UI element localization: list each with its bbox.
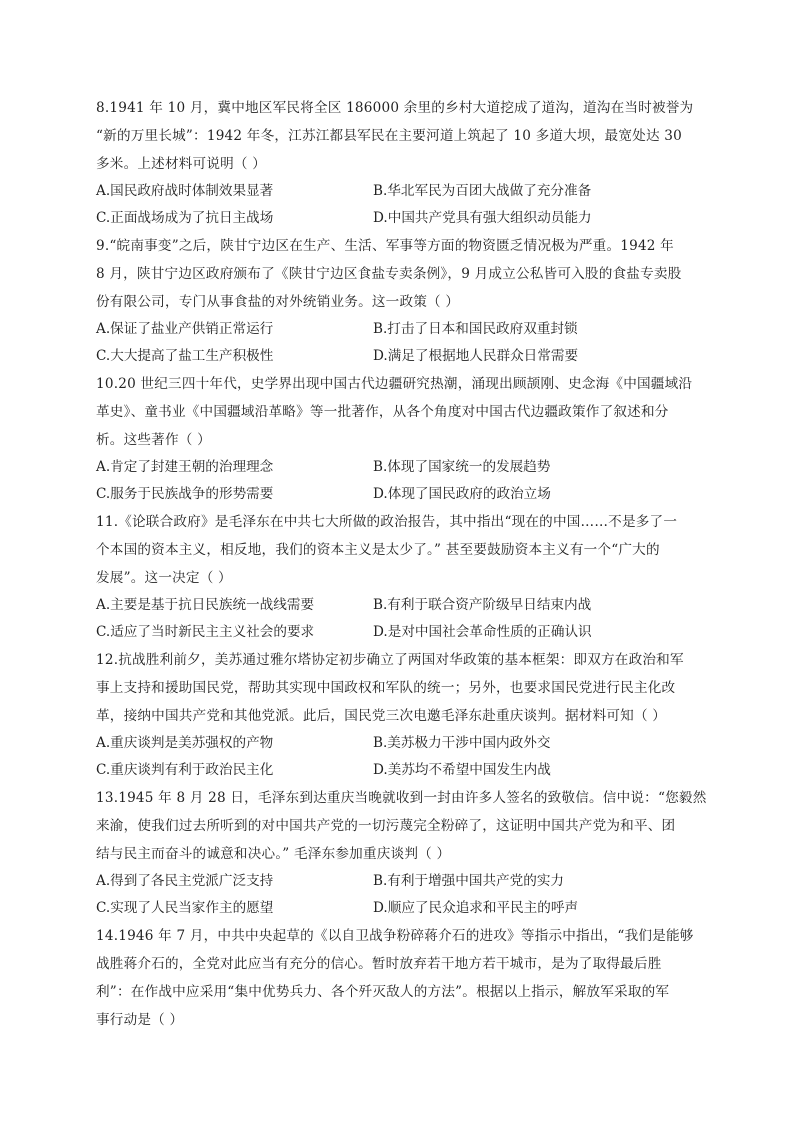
option-a: A.得到了各民主党派广泛支持 — [96, 873, 274, 889]
question-stem-line: 革史》、童书业《中国疆域沿革略》等一批著作，从各个角度对中国古代边疆政策作了叙述和分 — [96, 404, 669, 420]
question-stem-line: “新的万里长城”：1942 年冬，江苏江都县军民在主要河道上筑起了 10 多道大坝，最宽处达 30 — [96, 128, 682, 144]
question-stem-line: 11.《论联合政府》是毛泽东在中共七大所做的政治报告，其中指出“现在的中国……不是多了一 — [96, 514, 678, 530]
option-c: C.实现了人民当家作主的愿望 — [96, 900, 274, 916]
question-stem-line: 革，接纳中国共产党和其他党派。此后，国民党三次电邀毛泽东赴重庆谈判。据材料可知（ ） — [96, 708, 667, 724]
option-d: D.是对中国社会革命性质的正确认识 — [373, 624, 592, 640]
options-row — [96, 619, 700, 646]
question-stem-line: 发展”。这一决定（ ） — [96, 570, 232, 586]
option-c: C.重庆谈判有利于政治民主化 — [96, 762, 274, 778]
options-row — [96, 757, 700, 784]
options-row — [96, 730, 700, 757]
exam-page — [96, 94, 707, 1034]
option-b: B.有利于增强中国共产党的实力 — [373, 873, 565, 889]
question-stem-line: 多米。上述材料可说明（ ） — [96, 156, 267, 172]
option-c: C.服务于民族战争的形势需要 — [96, 486, 274, 502]
options-row — [96, 481, 700, 508]
question-stem-line: 事上支持和援助国民党，帮助其实现中国政权和军队的统一；另外，也要求国民党进行民主化改 — [96, 680, 676, 696]
question-stem-line: 14.1946 年 7 月，中共中央起草的《以自卫战争粉碎蒋介石的进攻》等指示中指出，“我们是能够 — [96, 928, 694, 944]
question-stem-line: 事行动是（ ） — [96, 1012, 184, 1028]
option-a: A.主要是基于抗日民族统一战线需要 — [96, 597, 315, 613]
option-a: A.国民政府战时体制效果显著 — [96, 183, 274, 199]
question-stem-line: 13.1945 年 8 月 28 日，毛泽东到达重庆当晚就收到一封由许多人签名的致敬信。信中说：“您毅然 — [96, 790, 707, 806]
option-d: D.满足了根据地人民群众日常需要 — [373, 348, 579, 364]
option-d: D.中国共产党具有强大组织动员能力 — [373, 210, 592, 226]
question-14 — [96, 922, 700, 1034]
options-row — [96, 592, 700, 619]
question-stem-line: 利”：在作战中应采用“集中优势兵力、各个歼灭敌人的方法”。根据以上指示，解放军采取的军 — [96, 984, 670, 1000]
question-stem-line: 10.20 世纪三四十年代，史学界出现中国古代边疆研究热潮，涌现出顾颉刚、史念海《中国疆域沿 — [96, 376, 693, 392]
question-stem-line: 8 月，陕甘宁边区政府颁布了《陕甘宁边区食盐专卖条例》，9 月成立公私皆可入股的食盐专卖股 — [96, 266, 682, 282]
option-a: A.保证了盐业产供销正常运行 — [96, 321, 274, 337]
option-b: B.有利于联合资产阶级早日结束内战 — [373, 597, 592, 613]
question-12 — [96, 646, 700, 784]
option-d: D.顺应了民众追求和平民主的呼声 — [373, 900, 579, 916]
options-row — [96, 868, 700, 895]
option-b: B.华北军民为百团大战做了充分准备 — [373, 183, 592, 199]
option-c: C.适应了当时新民主主义社会的要求 — [96, 624, 315, 640]
question-stem-line: 战胜蒋介石的，全党对此应当有充分的信心。暂时放弃若干地方若干城市，是为了取得最后胜 — [96, 956, 662, 972]
question-stem-line: 9.“皖南事变”之后，陕甘宁边区在生产、生活、军事等方面的物资匮乏情况极为严重。1942 年 — [96, 238, 674, 254]
question-10 — [96, 370, 700, 508]
question-stem-line: 12.抗战胜利前夕，美苏通过雅尔塔协定初步确立了两国对华政策的基本框架：即双方在政治和军 — [96, 652, 684, 668]
option-d: D.美苏均不希望中国发生内战 — [373, 762, 551, 778]
question-stem-line: 来渝，使我们过去所听到的对中国共产党的一切污蔑完全粉碎了，这证明中国共产党为和平、团 — [96, 818, 676, 834]
question-8 — [96, 94, 700, 232]
options-row — [96, 205, 700, 232]
question-stem-line: 8.1941 年 10 月，冀中地区军民将全区 186000 余里的乡村大道挖成了道沟，道沟在当时被誉为 — [96, 100, 694, 116]
option-c: C.大大提高了盐工生产积极性 — [96, 348, 274, 364]
option-c: C.正面战场成为了抗日主战场 — [96, 210, 274, 226]
question-stem-line: 结与民主而奋斗的诚意和决心。” 毛泽东参加重庆谈判（ ） — [96, 846, 451, 862]
options-row — [96, 178, 700, 205]
option-a: A.肯定了封建王朝的治理理念 — [96, 459, 274, 475]
options-row — [96, 895, 700, 922]
question-stem-line: 个本国的资本主义，相反地，我们的资本主义是太少了。” 甚至要鼓励资本主义有一个“广大的 — [96, 542, 660, 558]
question-13 — [96, 784, 707, 922]
options-row — [96, 454, 700, 481]
question-stem-line: 析。这些著作（ ） — [96, 432, 211, 448]
options-row — [96, 316, 700, 343]
question-11 — [96, 508, 700, 646]
question-9 — [96, 232, 700, 370]
option-b: B.体现了国家统一的发展趋势 — [373, 459, 551, 475]
option-a: A.重庆谈判是美苏强权的产物 — [96, 735, 274, 751]
question-stem-line: 份有限公司，专门从事食盐的对外统销业务。这一政策（ ） — [96, 294, 460, 310]
option-b: B.打击了日本和国民政府双重封锁 — [373, 321, 578, 337]
option-d: D.体现了国民政府的政治立场 — [373, 486, 551, 502]
option-b: B.美苏极力干涉中国内政外交 — [373, 735, 551, 751]
options-row — [96, 343, 700, 370]
